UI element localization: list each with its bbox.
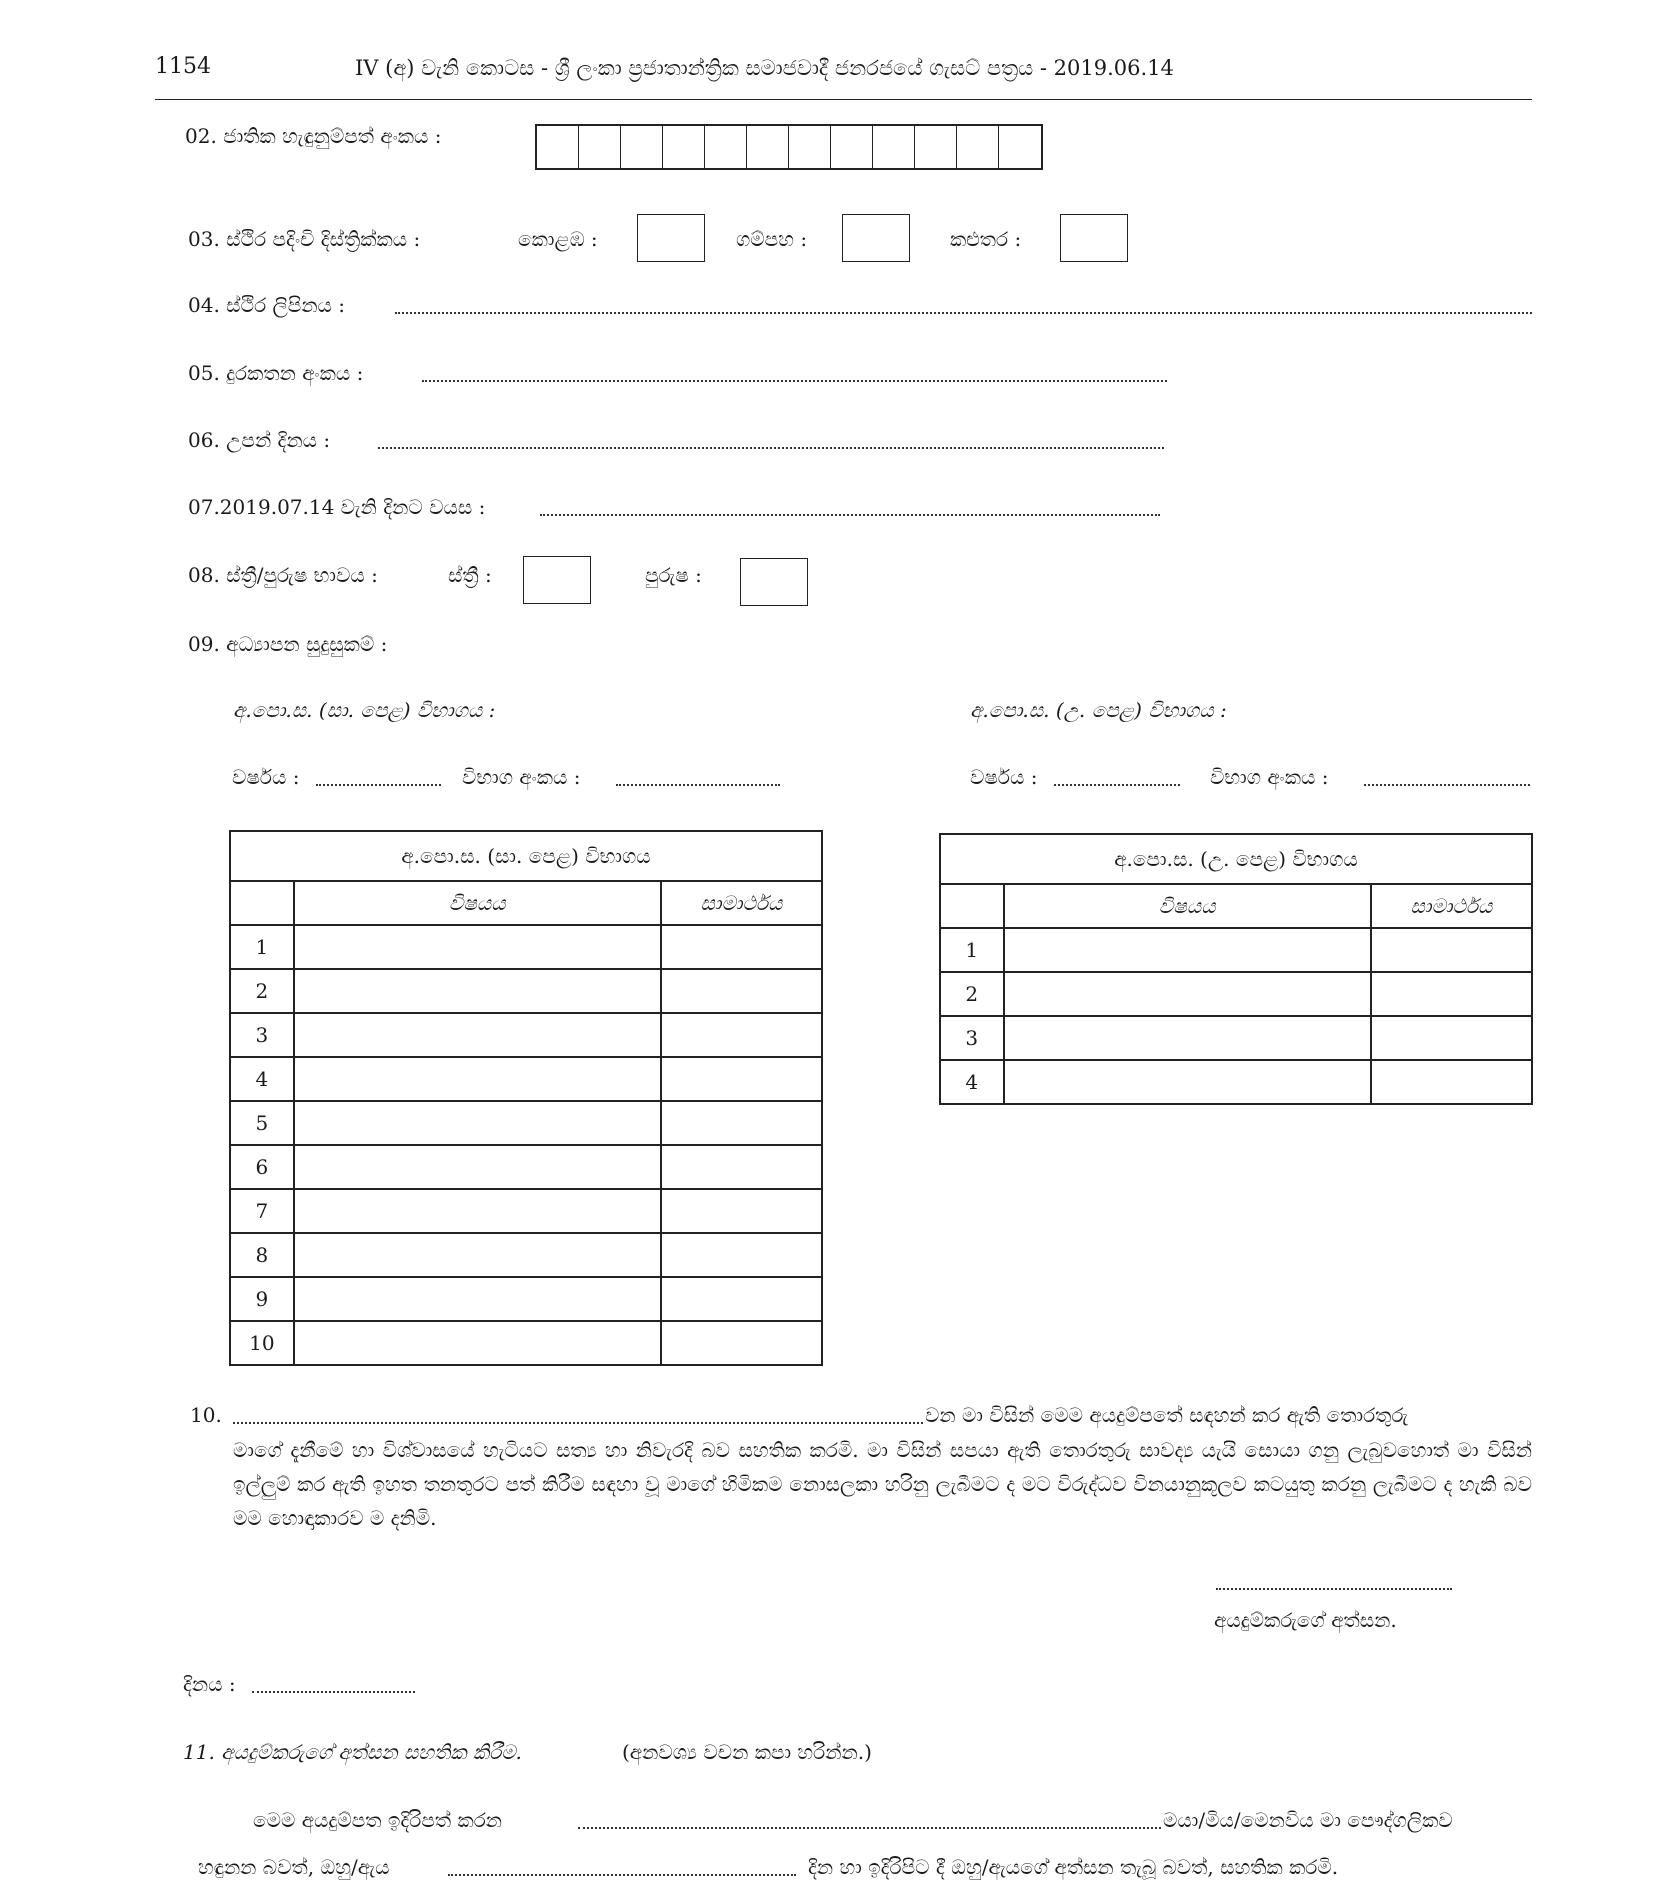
age-line[interactable] (540, 514, 1160, 516)
table-row (230, 925, 822, 969)
ol-subject-cell[interactable] (294, 1013, 661, 1057)
certification-heading: 11. අයදුම්කරුගේ අත්සන සහතික කිරීම. (183, 1740, 522, 1764)
al-grade-cell[interactable] (1371, 972, 1532, 1016)
al-heading: අ.පො.ස. (උ. පෙළ) විභාගය : (970, 698, 1227, 722)
table-row (230, 1101, 822, 1145)
ol-grade-cell[interactable] (661, 1321, 822, 1365)
ol-index-label: විභාග අංකය : (462, 765, 581, 789)
age-label: 07.2019.07.14 වැනි දිනට වයස : (188, 495, 486, 519)
ol-subject-cell[interactable] (294, 1321, 661, 1365)
ol-index-line[interactable] (616, 784, 780, 786)
ol-grade-cell[interactable] (661, 1013, 822, 1057)
cert-date-line[interactable] (448, 1874, 796, 1876)
ol-grade-cell[interactable] (661, 1233, 822, 1277)
ol-row-number: 5 (230, 1101, 294, 1145)
table-row (230, 1057, 822, 1101)
ol-results-table (229, 830, 823, 1366)
address-label: 04. ස්ථිර ලිපිනය : (188, 293, 346, 317)
ol-row-number: 4 (230, 1057, 294, 1101)
table-row (230, 1233, 822, 1277)
ol-grade-cell[interactable] (661, 969, 822, 1013)
table-row (230, 1321, 822, 1365)
page-number: 1154 (155, 54, 211, 79)
phone-label: 05. දුරකතන අංකය : (188, 361, 364, 385)
al-row-number: 1 (940, 928, 1004, 972)
al-year-label: වර්ෂය : (970, 765, 1038, 789)
al-grade-cell[interactable] (1371, 928, 1532, 972)
ol-grade-cell[interactable] (661, 1057, 822, 1101)
table-row (940, 972, 1532, 1016)
ol-row-number: 2 (230, 969, 294, 1013)
al-subject-cell[interactable] (1004, 1016, 1371, 1060)
al-index-label: විභාග අංකය : (1210, 765, 1329, 789)
al-index-line[interactable] (1364, 784, 1530, 786)
gender-female-label: ස්ත්‍රී : (448, 563, 492, 587)
ol-subject-cell[interactable] (294, 1145, 661, 1189)
nic-boxes[interactable] (535, 124, 1043, 170)
dob-line[interactable] (378, 447, 1164, 449)
gender-female-box[interactable] (523, 556, 591, 604)
cert-name-line[interactable] (578, 1827, 1161, 1829)
district-colombo-label: කොළඹ : (518, 227, 598, 251)
ol-row-number: 7 (230, 1189, 294, 1233)
nic-label: 02. ජාතික හැඳුනුම්පත් අංකය : (185, 124, 442, 148)
al-subject-cell[interactable] (1004, 1060, 1371, 1104)
ol-grade-cell[interactable] (661, 925, 822, 969)
table-row (940, 928, 1532, 972)
ol-row-number: 6 (230, 1145, 294, 1189)
district-colombo-box[interactable] (637, 214, 705, 262)
cert-line1-end: මයා/මිය/මෙනවිය මා පෞද්ගලිකව (1163, 1808, 1453, 1832)
al-row-number: 4 (940, 1060, 1004, 1104)
ol-grade-cell[interactable] (661, 1145, 822, 1189)
date-label: දිනය : (183, 1672, 236, 1696)
ol-row-number: 8 (230, 1233, 294, 1277)
ol-heading: අ.පො.ස. (සා. පෙළ) විභාගය : (233, 698, 496, 722)
header-rule (155, 99, 1532, 100)
cert-line2-start: හඳුනන බවත්, ඔහු/ඇය (198, 1855, 390, 1879)
certification-note: (අනවශ්‍ය වචන කපා හරින්න.) (622, 1740, 872, 1764)
ol-subject-cell[interactable] (294, 925, 661, 969)
al-subject-cell[interactable] (1004, 928, 1371, 972)
ol-subject-cell[interactable] (294, 1189, 661, 1233)
declaration-name-line[interactable] (233, 1422, 923, 1424)
ol-subject-cell[interactable] (294, 1233, 661, 1277)
al-grade-cell[interactable] (1371, 1060, 1532, 1104)
al-row-number: 3 (940, 1016, 1004, 1060)
al-col-subject: විෂයය (1004, 884, 1371, 928)
district-gampaha-label: ගම්පහ : (736, 227, 808, 251)
declaration-number: 10. (190, 1403, 222, 1427)
district-label: 03. ස්ථිර පදිංචි දිස්ත්‍රික්කය : (188, 227, 421, 251)
al-table-title: අ.පො.ස. (උ. පෙළ) විභාගය (940, 834, 1532, 884)
phone-line[interactable] (422, 380, 1167, 382)
table-row (230, 1189, 822, 1233)
table-row (940, 1060, 1532, 1104)
table-row (230, 1013, 822, 1057)
al-grade-cell[interactable] (1371, 1016, 1532, 1060)
ol-subject-cell[interactable] (294, 1057, 661, 1101)
ol-subject-cell[interactable] (294, 1277, 661, 1321)
table-row (230, 1277, 822, 1321)
al-subject-cell[interactable] (1004, 972, 1371, 1016)
gender-label: 08. ස්ත්‍රී/පුරුෂ භාවය : (188, 563, 378, 587)
ol-year-label: වර්ෂය : (232, 765, 300, 789)
district-gampaha-box[interactable] (842, 214, 910, 262)
ol-subject-cell[interactable] (294, 1101, 661, 1145)
gazette-title: IV (අ) වැනි කොටස - ශ්‍රී ලංකා ප්‍රජාතාන්ත්‍රික සමාජවාදී ජනරජයේ ගැසට් පත්‍රය - 2019.06.14 (355, 56, 1174, 80)
ol-grade-cell[interactable] (661, 1101, 822, 1145)
table-row (940, 1016, 1532, 1060)
ol-row-number: 10 (230, 1321, 294, 1365)
signature-line[interactable] (1216, 1588, 1452, 1590)
declaration-body: මාගේ දැනීමේ හා විශ්වාසයේ හැටියට සත්‍ය හා නිවැරදි බව සහතික කරමි. මා විසින් සපයා ඇති තොරතුරු සාවද්‍ය යැයි සොයා ගනු ලැබුවහොත් මා විසින් ඉල්ලුම් කර ඇති ඉහත තනතුරට පත් කිරීම සඳහා වූ මාගේ හිමිකම නොසලකා හරිනු ලැබීමට ද මට විරුද්ධව විනයානුකූලව කටයුතු කරනු ලැබීමට ද හැකි බව මම හොඳාකාරව ම දනිමි. (233, 1438, 1532, 1530)
gender-male-label: පුරුෂ : (645, 563, 702, 587)
al-col-grade: සාමාර්ථය (1371, 884, 1532, 928)
ol-col-grade: සාමාර්ථය (661, 881, 822, 925)
table-row (230, 969, 822, 1013)
signature-label: අයදුම්කරුගේ අත්සන. (1214, 1608, 1397, 1632)
ol-grade-cell[interactable] (661, 1277, 822, 1321)
al-year-line[interactable] (1054, 784, 1180, 786)
al-results-table (939, 833, 1533, 1105)
date-line[interactable] (252, 1691, 415, 1693)
gender-male-box[interactable] (740, 558, 808, 606)
ol-year-line[interactable] (316, 784, 441, 786)
dob-label: 06. උපන් දිනය : (188, 428, 331, 452)
address-line[interactable] (395, 312, 1532, 314)
ol-row-number: 1 (230, 925, 294, 969)
declaration-first-line: වන මා විසින් මෙම අයදුම්පතේ සඳහන් කර ඇති තොරතුරු (925, 1403, 1409, 1427)
table-row (230, 1145, 822, 1189)
district-kalutara-box[interactable] (1060, 214, 1128, 262)
ol-row-number: 9 (230, 1277, 294, 1321)
cert-line2-end: දින හා ඉදිරිපිට දී ඔහු/ඇයගේ අත්සන තැබූ බවත්, සහතික කරමි. (808, 1855, 1339, 1879)
ol-col-subject: විෂයය (294, 881, 661, 925)
district-kalutara-label: කළුතර : (950, 227, 1022, 251)
cert-line1-start: මෙම අයදුම්පත ඉදිරිපත් කරන (253, 1808, 503, 1832)
ol-row-number: 3 (230, 1013, 294, 1057)
ol-table-title: අ.පො.ස. (සා. පෙළ) විභාගය (230, 831, 822, 881)
ol-grade-cell[interactable] (661, 1189, 822, 1233)
ol-subject-cell[interactable] (294, 969, 661, 1013)
education-label: 09. අධ්‍යාපන සුදුසුකම් : (188, 632, 388, 656)
al-row-number: 2 (940, 972, 1004, 1016)
